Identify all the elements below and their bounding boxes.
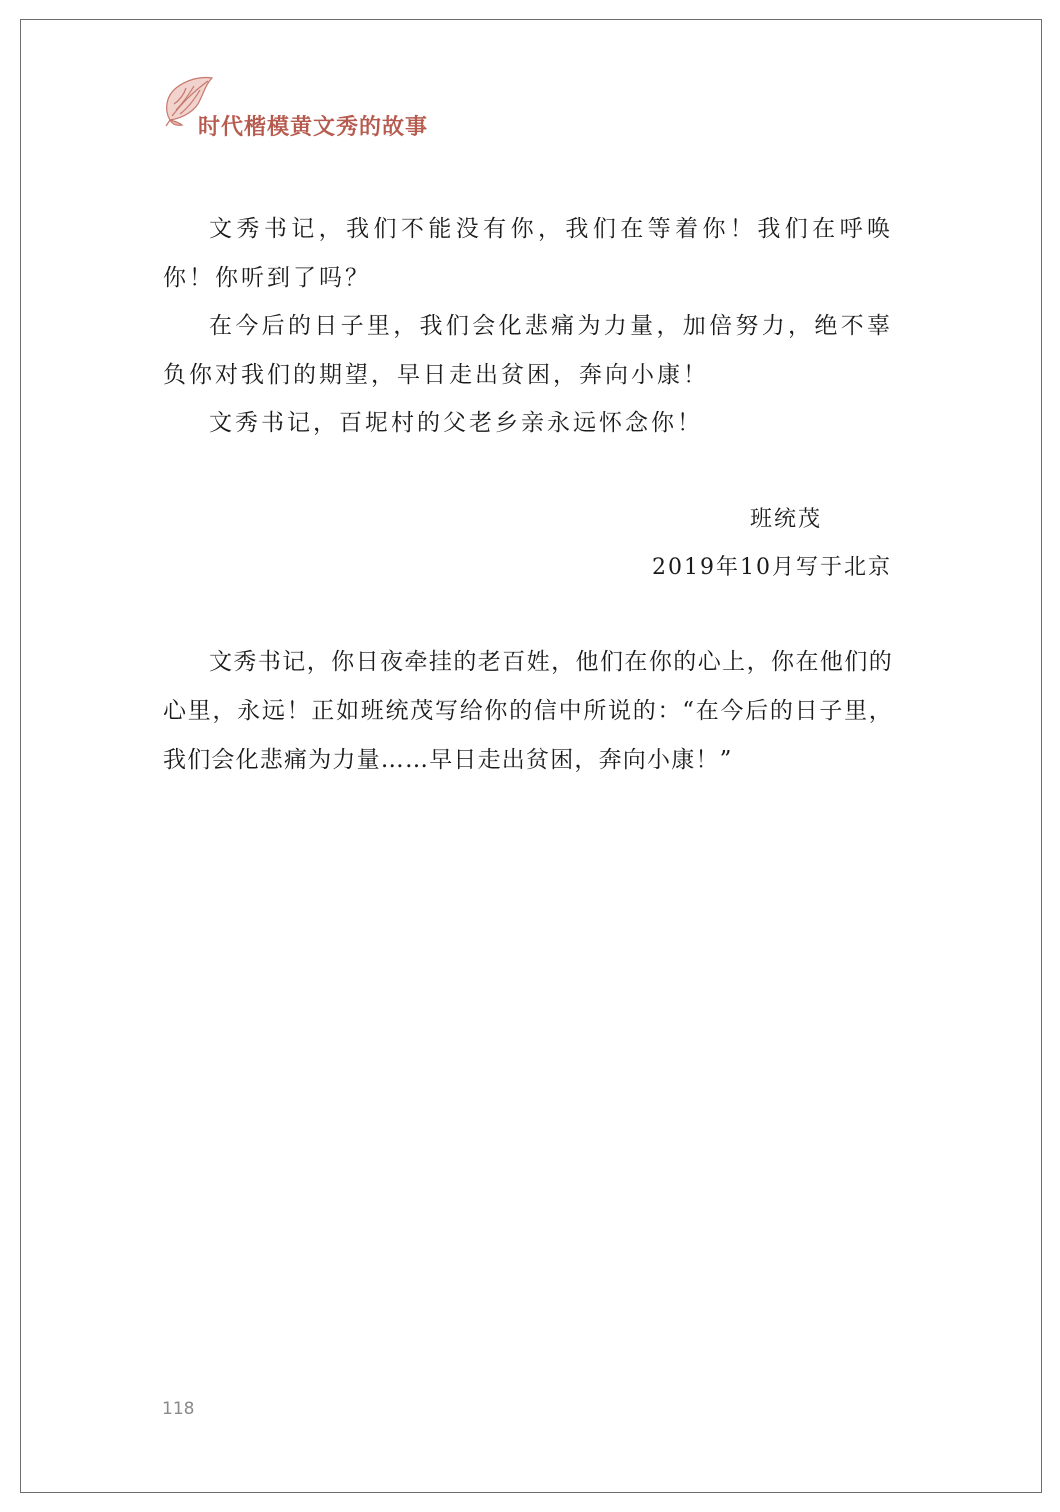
- signature-date: 2019年10月写于北京: [652, 555, 892, 580]
- page-number: 118: [162, 1399, 195, 1419]
- letter-body: [163, 205, 893, 448]
- running-header: [160, 70, 460, 150]
- letter-paragraph: 文秀书记，百坭村的父老乡亲永远怀念你！: [209, 410, 703, 436]
- header-title: 时代楷模黄文秀的故事: [198, 115, 429, 140]
- letter-paragraph: 文秀书记，我们不能没有你，我们在等着你！我们在呼唤你！你听到了吗？: [163, 216, 893, 291]
- signature-name: 班统茂: [749, 507, 822, 532]
- closing-section: [163, 638, 893, 785]
- letter-paragraph: 在今后的日子里，我们会化悲痛为力量，加倍努力，绝不辜负你对我们的期望，早日走出贫困，奔向小康！: [163, 313, 893, 388]
- closing-paragraph: 文秀书记，你日夜牵挂的老百姓，他们在你的心上，你在他们的心里，永远！正如班统茂写给你的信中所说的：“在今后的日子里，我们会化悲痛为力量……早日走出贫困，奔向小康！”: [163, 649, 893, 773]
- letter-signature: [652, 496, 892, 592]
